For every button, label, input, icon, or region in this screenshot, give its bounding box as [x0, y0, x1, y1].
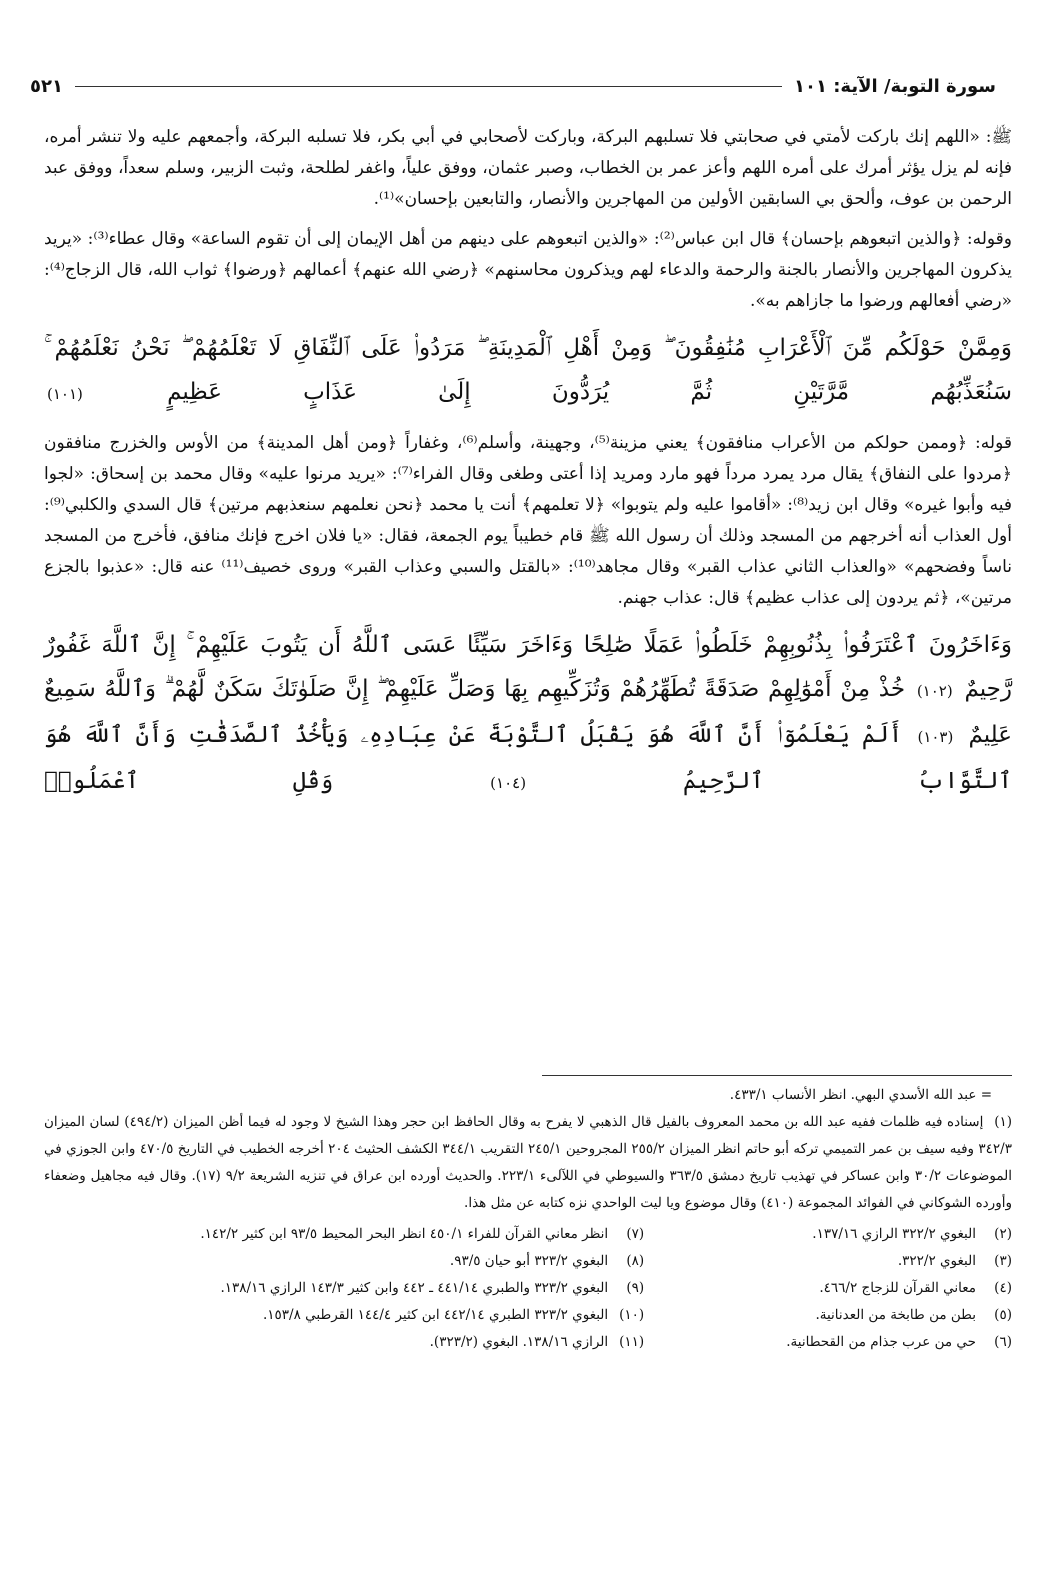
verse-text: أَلَمْ يَعْلَمُوٓا۟ أَنَّ ٱللَّهَ هُوَ يَقْبَلُ ٱلتَّوْبَةَ عَنْ عِبَادِهِۦ وَيَأْخُذُ ٱلصَّدَقَٰتِ وَأَنَّ ٱللَّهَ هُوَ ٱلتَّوَّابُ ٱلرَّحِيمُ	[44, 722, 1013, 794]
footnote-item	[44, 1275, 644, 1302]
footnote-text: حي من عرب جذام من القحطانية.	[786, 1334, 976, 1350]
footnote-text: بطن من طابخة من العدنانية.	[815, 1307, 976, 1323]
verse-text: وَءَاخَرُونَ ٱعْتَرَفُوا۟ بِذُنُوبِهِمْ خَلَطُوا۟ عَمَلًا صَٰلِحًا وَءَاخَرَ سَيِّئًا عَسَى ٱللَّهُ أَن يَتُوبَ عَلَيْهِمْ ۚ إِنَّ ٱللَّهَ غَفُورٌ رَّحِيمٌ	[44, 632, 1013, 702]
footnote-text: الرازي ١٣٨/١٦. البغوي (٣٢٣/٢).	[429, 1334, 609, 1350]
verse-number-marker: (١٠١)	[47, 385, 83, 403]
footnote-number: (٨)	[626, 1253, 645, 1269]
footnote-item	[644, 1221, 1012, 1248]
verse-text: خُذْ مِنْ أَمْوَٰلِهِمْ صَدَقَةً تُطَهِّرُهُمْ وَتُزَكِّيهِم بِهَا وَصَلِّ عَلَيْهِمْ ۖ إِنَّ صَلَوٰتَكَ سَكَنٌ لَّهُمْ ۗ وَٱللَّهُ سَمِيعٌ عَلِيمٌ	[44, 676, 1013, 748]
main-text	[44, 122, 1012, 817]
verse-number-marker: (١٠٣)	[917, 728, 954, 746]
footnote-text: البغوي ٣٢٢/٢ الرازي ١٣٧/١٦.	[812, 1226, 976, 1242]
footnote-1	[44, 1109, 1012, 1217]
running-title: سورة التوبة/ الآية: ١٠١	[794, 75, 996, 97]
verse-number-marker: (١٠٢)	[916, 682, 953, 700]
footnote-item	[44, 1302, 644, 1329]
paragraph-tafsir-100: وقوله: ﴿والذين اتبعوهم بإحسان﴾ قال ابن عباس⁽²⁾: «والذين اتبعوهم على دينهم من أهل الإيمان إلى أن تقوم الساعة» وقال عطاء⁽³⁾: «يريد يذكرون المهاجرين والأنصار بالجنة والرحمة والدعاء لهم ويذكرون محاسنهم» ﴿رضي الله عنهم﴾ أعمالهم ﴿ورضوا﴾ ثواب الله، قال الزجاج⁽⁴⁾: «رضي أفعالهم ورضوا ما جازاهم به».	[44, 229, 1012, 311]
verse-number-marker: (١٠٤)	[490, 774, 527, 792]
footnote-number: (١١)	[619, 1334, 645, 1350]
footnote-continuation: = عبد الله الأسدي البهي. انظر الأنساب ٤٣٣/١.	[729, 1087, 992, 1103]
footnote-column-left	[44, 1221, 644, 1356]
footnote-item	[644, 1329, 1012, 1356]
footnote-text: البغوي ٣٢٣/٢ الطبري ٤٤٢/١٤ ابن كثير ١٤٤/٤ القرطبي ١٥٣/٨.	[262, 1307, 609, 1323]
footnote-number: (٣)	[994, 1253, 1012, 1269]
footnote-number: (٩)	[626, 1280, 645, 1296]
footnote-number: (٤)	[994, 1280, 1012, 1296]
footnote-text: إسناده فيه ظلمات ففيه عبد الله بن محمد المعروف بالفيل قال الذهبي لا يفرح به وقال الحافظ ابن حجر وهذا الشيخ لا وجود له فيما أظن الميزان (٤٩٤/٢) لسان الميزان ٣٤٢/٣ وفيه سيف بن عمر التميمي تركه أبو حاتم انظر الميزان ٢٥٥/٢ المجروحين ٢٤٥/١ التقريب ٣٤٤/١ الكشف الحثيث ٢٠٤ أخرجه الخطيب في التاريخ ٤٧٠/٥ وابن الجوزي في الموضوعات ٣٠/٢ وابن عساكر في تهذيب تاريخ دمشق ٣٦٣/٥ والسيوطي في اللآلىء ٢٢٣/١. والحديث أورده ابن عراق في تنزيه الشريعة ٩/٢ (١٧). وقال فيه مجاهيل وضعفاء وأورده الشوكاني في الفوائد المجموعة (٤١٠) وقال موضوع ويا ليت الواحدي نزه كتابه عن مثل هذا.	[44, 1114, 1012, 1211]
footnote-item	[44, 1248, 644, 1275]
footnote-text: البغوي ٣٢٣/٢ والطبري ٤٤١/١٤ ـ ٤٤٢ وابن كثير ١٤٣/٣ الرازي ١٣٨/١٦.	[220, 1280, 609, 1296]
footnote-text: البغوي ٣٢٣/٢ أبو حيان ٩٣/٥.	[449, 1253, 609, 1269]
footnote-number: (٦)	[994, 1334, 1012, 1350]
footnote-item	[644, 1275, 1012, 1302]
quran-verse-101	[44, 326, 1012, 416]
footnote-column-right	[644, 1221, 1012, 1356]
paragraph-hadith: ﷺ: «اللهم إنك باركت لأمتي في صحابتي فلا تسلبهم البركة، وباركت لأصحابي في أبي بكر، فلا تسلبه البركة، وأجمعهم عليه ولا تنشر أمره، فإنه لم يزل يؤثر أمرك على أمره اللهم وأعز عمر بن الخطاب، وصبر عثمان، ووفق علياً، واغفر لطلحة، وثبت الزبير، وسلم سعداً، ووفق عبد الرحمن بن عوف، وألحق بي السابقين الأولين من المهاجرين والأنصار، والتابعين بإحسان»⁽¹⁾.	[44, 127, 1012, 209]
page-header	[30, 70, 996, 102]
header-rule	[75, 86, 782, 87]
verse-text: وَمِمَّنْ حَوْلَكُم مِّنَ ٱلْأَعْرَابِ مُنَٰفِقُونَ ۖ وَمِنْ أَهْلِ ٱلْمَدِينَةِ ۖ مَرَدُوا۟ عَلَى ٱلنِّفَاقِ لَا تَعْلَمُهُمْ ۖ نَحْنُ نَعْلَمُهُمْ ۚ سَنُعَذِّبُهُم مَّرَّتَيْنِ ثُمَّ يُرَدُّونَ إِلَىٰ عَذَابٍ عَظِيمٍ	[44, 335, 1013, 405]
footnote-number: (١٠)	[619, 1307, 645, 1323]
footnote-number: (١)	[994, 1114, 1013, 1130]
footnote-item	[644, 1248, 1012, 1275]
page-number: ٥٢١	[30, 75, 63, 97]
footnote-columns	[44, 1221, 1012, 1356]
footnote-item	[644, 1302, 1012, 1329]
verse-text: وَقُلِ ٱعْمَلُوا۟	[44, 768, 334, 794]
footnote-item	[44, 1221, 644, 1248]
footnote-text: البغوي ٣٢٢/٢.	[897, 1253, 976, 1269]
footnote-item	[44, 1329, 644, 1356]
footnotes	[44, 1075, 1012, 1356]
footnote-number: (٢)	[994, 1226, 1012, 1242]
quran-verses-102-105	[44, 623, 1012, 805]
footnote-text: معاني القرآن للزجاج ٤٦٦/٢.	[819, 1280, 976, 1296]
footnote-text: انظر معاني القرآن للفراء ٤٥٠/١ انظر البحر المحيط ٩٣/٥ ابن كثير ١٤٢/٢.	[200, 1226, 609, 1242]
footnote-number: (٥)	[994, 1307, 1012, 1323]
footnote-separator	[542, 1075, 1012, 1076]
footnote-number: (٧)	[626, 1226, 645, 1242]
paragraph-tafsir-101: قوله: ﴿وممن حولكم من الأعراب منافقون﴾ يعني مزينة⁽⁵⁾، وجهينة، وأسلم⁽⁶⁾، وغفاراً ﴿ومن أهل المدينة﴾ من الأوس والخزرج منافقون ﴿مردوا على النفاق﴾ يقال مرد يمرد مرداً فهو مارد ومريد إذا أعتى وطغى وقال الفراء⁽⁷⁾: «يريد مرنوا عليه» وقال محمد بن إسحاق: «لجوا فيه وأبوا غيره» وقال ابن زيد⁽⁸⁾: «أقاموا عليه ولم يتوبوا» ﴿لا تعلمهم﴾ أنت يا محمد ﴿نحن نعلمهم سنعذبهم مرتين﴾ قال السدي والكلبي⁽⁹⁾: أول العذاب أنه أخرجهم من المسجد وذلك أن رسول الله ﷺ قام خطيباً يوم الجمعة، فقال: «يا فلان اخرج فإنك منافق، فأخرج من المسجد ناساً وفضحهم» «والعذاب الثاني عذاب القبر» وقال مجاهد⁽¹⁰⁾: «بالقتل والسبي وعذاب القبر» وروى خصيف⁽¹¹⁾ عنه قال: «عذبوا بالجزع مرتين»، ﴿ثم يردون إلى عذاب عظيم﴾ قال: عذاب جهنم.	[44, 433, 1013, 608]
